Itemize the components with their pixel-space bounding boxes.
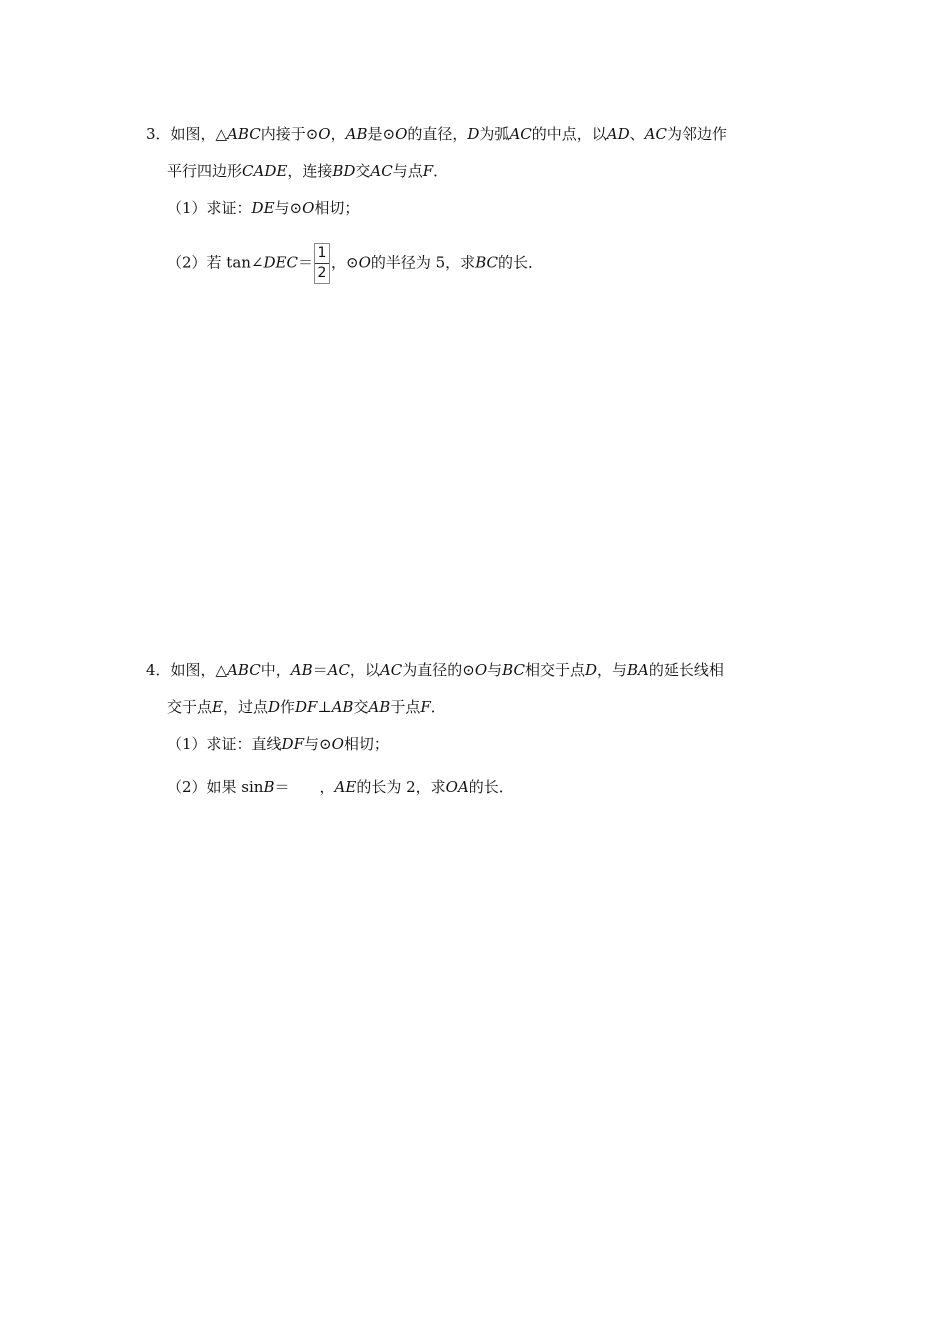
question-4-number: 4．	[146, 661, 171, 679]
fraction-one-half	[314, 243, 330, 284]
question-4-part-1: （1）求证：直线DF与⊙O相切；	[167, 735, 389, 753]
question-3-line-2: 平行四边形CADE，连接BD交AC与点F．	[167, 162, 449, 180]
question-4-part-2: （2）如果 sinB＝ ，AE的长为 2，求OA的长．	[167, 778, 514, 796]
question-3-part-1: （1）求证：DE与⊙O相切；	[167, 199, 360, 217]
question-4-line-2: 交于点E，过点D作DF⊥AB交AB于点F．	[167, 698, 446, 716]
fraction-numerator: 1	[315, 244, 329, 264]
question-3-part-2: （2）若 tan∠DEC＝ $\frac{1}{2}$ ，⊙O的半径为 5，求BC的长．	[167, 243, 543, 284]
question-3-number: 3．	[146, 125, 171, 143]
question-3-line-1: 3．如图，△ABC内接于⊙O，AB是⊙O的直径，D为弧AC的中点，以AD、AC为邻边作	[146, 125, 727, 143]
question-4-line-1: 4．如图，△ABC中，AB＝AC，以AC为直径的⊙O与BC相交于点D，与BA的延长线相	[146, 661, 724, 679]
fraction-denominator: 2	[317, 265, 327, 281]
